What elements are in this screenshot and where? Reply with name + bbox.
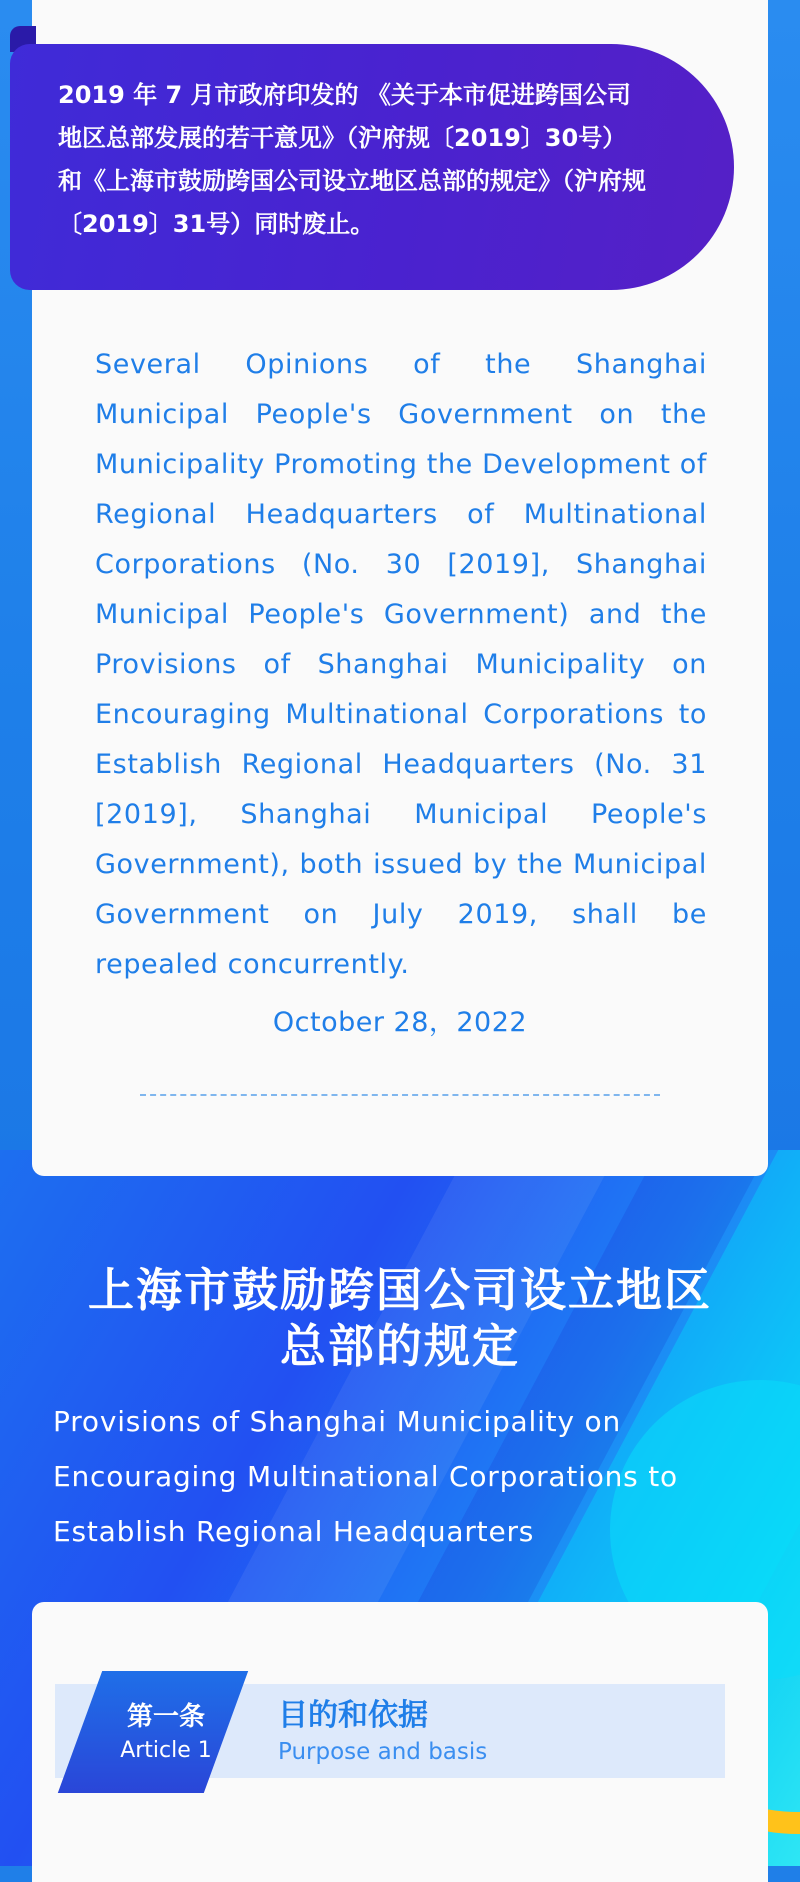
article-title-cn: 目的和依据	[278, 1698, 428, 1733]
section-title-line1: 上海市鼓励跨国公司设立地区	[88, 1263, 712, 1317]
article-number-cn: 第一条	[126, 1702, 205, 1732]
section-title	[40, 1262, 760, 1374]
article-title-en: Purpose and basis	[278, 1739, 488, 1765]
repeal-notice-banner	[10, 44, 734, 290]
repeal-notice-cn: 2019 年 7 月市政府印发的 《关于本市促进跨国公司地区总部发展的若干意见》（沪府规〔2019〕30号）和《上海市鼓励跨国公司设立地区总部的规定》（沪府规〔2019〕31号）同时废止。	[58, 81, 646, 238]
repeal-notice-en: Several Opinions of the Shanghai Municipal People's Government on the Municipality Promoting the Development of Regional Headquarters of Multinational Corporations (No. 30 [2019], Shanghai Municipal People's Government) and the Provisions of Shanghai Municipality on Encouraging Multinational Corporations to Establish Regional Headquarters (No. 31 [2019], Shanghai Municipal People's Government), both issued by the Municipal Government on July 2019, shall be repealed concurrently.	[95, 349, 707, 980]
section-subtitle: Provisions of Shanghai Municipality on Encouraging Multinational Corporations to Establish Regional Headquarters	[53, 1405, 678, 1548]
section-title-line2: 总部的规定	[280, 1319, 520, 1373]
dashed-divider	[140, 1094, 660, 1096]
article-number-en: Article 1	[120, 1738, 212, 1763]
notice-date: October 28，2022	[272, 1007, 528, 1038]
